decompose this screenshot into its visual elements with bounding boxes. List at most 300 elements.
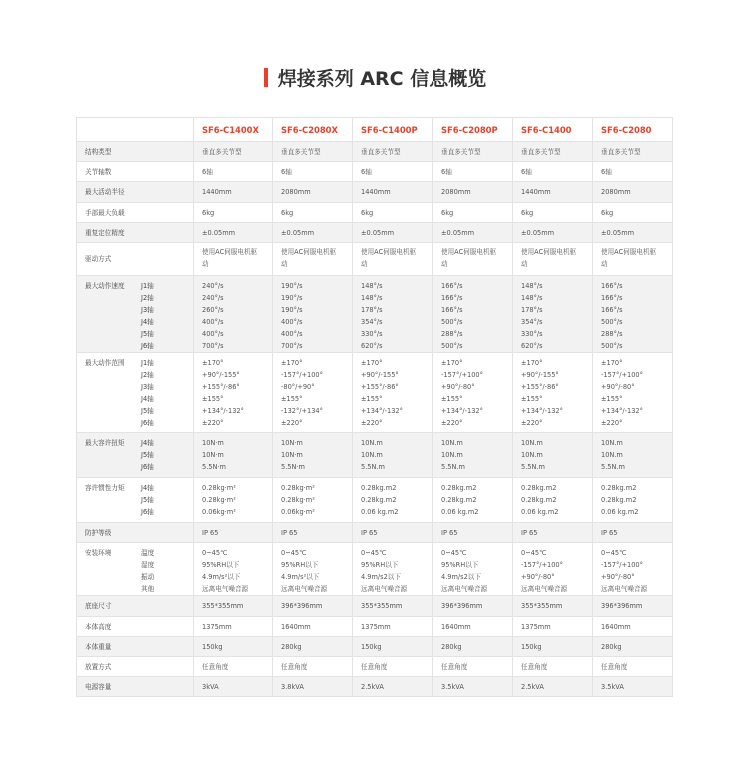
table-header-row — [77, 118, 673, 142]
value-lines — [601, 482, 672, 518]
value-lines — [441, 641, 512, 653]
value-line: 400°/s — [202, 330, 224, 338]
value-line: 166°/s — [601, 282, 623, 290]
value-line: 95%RH以下 — [202, 561, 240, 569]
value-line: ±0.05mm — [441, 228, 475, 237]
value-cell — [194, 182, 273, 203]
value-line: 500°/s — [601, 318, 623, 326]
value-line: 620°/s — [361, 342, 383, 350]
value-line: 远离电气噪音源 — [441, 585, 488, 593]
value-line: 240°/s — [202, 282, 224, 290]
value-line: 5.5N.m — [601, 463, 625, 471]
value-line: 5.5N·m — [281, 463, 305, 471]
value-lines — [281, 280, 352, 352]
value-cell — [593, 543, 673, 596]
value-line: +90°/-80° — [441, 383, 475, 391]
header-model: SF6-C1400 — [513, 118, 593, 142]
value-cell — [513, 182, 593, 203]
table-row — [77, 243, 673, 276]
value-line: ±155° — [202, 395, 224, 403]
row-sublabel: J6轴 — [141, 508, 154, 516]
value-lines — [361, 681, 432, 693]
value-cell — [353, 142, 433, 162]
value-cell — [593, 223, 673, 243]
value-line: 1375mm — [202, 622, 232, 631]
row-label: 本体高度 — [85, 622, 112, 631]
value-line: 1440mm — [202, 188, 232, 196]
value-lines — [281, 547, 352, 595]
value-lines — [521, 621, 592, 633]
value-line: 使用AC伺服电机驱 — [521, 248, 577, 256]
row-sublabels — [141, 547, 154, 595]
value-line: 任意角度 — [202, 662, 229, 671]
row-label: 手部最大负载 — [85, 208, 125, 217]
value-line: 10N·m — [281, 439, 303, 447]
value-lines — [361, 437, 432, 473]
value-line: 2080mm — [601, 188, 631, 196]
value-lines — [361, 547, 432, 595]
value-cell — [273, 596, 353, 617]
value-lines — [601, 437, 672, 473]
value-cell — [194, 617, 273, 637]
value-line: 10N.m — [521, 451, 543, 459]
spec-table — [76, 117, 673, 697]
value-line: 166°/s — [441, 306, 463, 314]
value-lines — [521, 661, 592, 673]
value-line: ±155° — [521, 395, 543, 403]
value-line: 355*355mm — [202, 602, 244, 610]
value-line: +134°/-132° — [441, 407, 483, 415]
value-line: 150kg — [202, 642, 223, 651]
value-lines — [281, 600, 352, 612]
row-label: 结构类型 — [85, 147, 112, 156]
value-cell — [194, 162, 273, 182]
value-line: 400°/s — [281, 318, 303, 326]
value-lines — [601, 621, 672, 633]
value-line: 垂直多关节型 — [601, 147, 641, 156]
value-line: 166°/s — [601, 306, 623, 314]
row-label: 驱动方式 — [85, 255, 112, 263]
value-cell — [273, 182, 353, 203]
value-line: +134°/-132° — [202, 407, 244, 415]
value-cell — [353, 276, 433, 353]
value-line: 148°/s — [521, 294, 543, 302]
value-cell — [593, 353, 673, 433]
value-cell — [353, 543, 433, 596]
value-cell — [273, 353, 353, 433]
table-row — [77, 433, 673, 478]
value-line: ±155° — [281, 395, 303, 403]
value-line: ±170° — [281, 359, 303, 367]
value-cell — [593, 677, 673, 697]
value-line: ±220° — [281, 419, 303, 427]
value-line: 1375mm — [521, 622, 551, 631]
value-line: 396*396mm — [441, 602, 483, 610]
value-line: 0~45℃ — [202, 549, 228, 557]
table-row — [77, 543, 673, 596]
value-line: 6轴 — [281, 167, 292, 176]
value-cell — [433, 677, 513, 697]
row-sublabel: J4轴 — [141, 395, 154, 403]
value-line: 10N·m — [202, 451, 224, 459]
row-label-cell — [77, 276, 194, 353]
value-line: 6轴 — [521, 167, 532, 176]
value-lines — [361, 146, 432, 158]
value-line: 2.5kVA — [521, 682, 544, 691]
value-cell — [194, 543, 273, 596]
value-lines — [202, 357, 272, 429]
table-row — [77, 353, 673, 433]
row-sublabel: J6轴 — [141, 419, 154, 427]
value-cell — [513, 657, 593, 677]
value-cell — [513, 543, 593, 596]
value-cell — [353, 203, 433, 223]
value-cell — [433, 243, 513, 276]
value-line: 2.5kVA — [361, 682, 384, 691]
value-lines — [361, 280, 432, 352]
header-model: SF6-C2080P — [433, 118, 513, 142]
value-line: 动 — [441, 260, 448, 268]
value-lines — [202, 186, 272, 198]
value-line: 148°/s — [521, 282, 543, 290]
value-cell — [433, 162, 513, 182]
value-lines — [601, 547, 672, 595]
value-line: 166°/s — [601, 294, 623, 302]
value-line: 500°/s — [441, 318, 463, 326]
value-lines — [441, 280, 512, 352]
row-sublabel: J3轴 — [141, 383, 154, 391]
value-line: 330°/s — [361, 330, 383, 338]
row-label-wrap — [85, 280, 193, 352]
value-line: 2080mm — [441, 188, 471, 196]
row-label-cell — [77, 353, 194, 433]
value-line: +134°/-132° — [521, 407, 563, 415]
value-cell — [593, 142, 673, 162]
row-sublabel: 湿度 — [141, 561, 155, 569]
row-sublabel: J6轴 — [141, 463, 154, 471]
value-line: 6kg — [202, 208, 215, 217]
value-lines — [521, 280, 592, 352]
value-line: 6kg — [601, 208, 614, 217]
value-line: 6kg — [521, 208, 534, 217]
value-line: 0.06 kg.m2 — [361, 508, 399, 516]
value-line: 0.06kg·m² — [281, 508, 315, 516]
value-line: 288°/s — [601, 330, 623, 338]
value-lines — [601, 146, 672, 158]
value-lines — [441, 437, 512, 473]
table-row — [77, 677, 673, 697]
value-line: ±0.05mm — [521, 228, 555, 237]
value-line: ±0.05mm — [601, 228, 635, 237]
value-line: 使用AC伺服电机驱 — [361, 248, 417, 256]
value-lines — [202, 246, 272, 270]
value-line: 动 — [202, 260, 209, 268]
value-line: +155°/-86° — [521, 383, 559, 391]
value-line: 垂直多关节型 — [521, 147, 561, 156]
row-sublabels — [141, 280, 154, 352]
value-line: 190°/s — [281, 282, 303, 290]
table-row — [77, 478, 673, 523]
value-cell — [513, 478, 593, 523]
value-lines — [361, 246, 432, 270]
value-cell — [593, 617, 673, 637]
value-lines — [521, 186, 592, 198]
value-line: 260°/s — [202, 306, 224, 314]
row-label: 最大容许扭矩 — [85, 439, 125, 447]
value-cell — [513, 223, 593, 243]
value-line: 400°/s — [202, 318, 224, 326]
table-row — [77, 162, 673, 182]
value-lines — [281, 437, 352, 473]
value-line: 0.28kg·m² — [202, 496, 236, 504]
value-line: 0.28kg.m2 — [441, 484, 477, 492]
value-cell — [194, 677, 273, 697]
value-cell — [353, 353, 433, 433]
value-line: +90°/-80° — [601, 383, 635, 391]
title-accent-bar — [264, 68, 268, 87]
value-line: IP 65 — [521, 528, 538, 537]
value-line: ±155° — [361, 395, 383, 403]
row-label: 重复定位精度 — [85, 228, 125, 237]
row-sublabel: J1轴 — [141, 282, 154, 290]
row-label: 关节轴数 — [85, 167, 112, 176]
value-cell — [273, 276, 353, 353]
value-line: 700°/s — [202, 342, 224, 350]
value-cell — [593, 243, 673, 276]
value-line: 6轴 — [441, 167, 452, 176]
value-cell — [513, 162, 593, 182]
value-lines — [202, 621, 272, 633]
row-sublabel: J4轴 — [141, 439, 154, 447]
value-lines — [361, 482, 432, 518]
row-sublabel: J1轴 — [141, 359, 154, 367]
value-lines — [441, 357, 512, 429]
value-line: IP 65 — [601, 528, 618, 537]
table-body — [77, 142, 673, 697]
value-line: -80°/+90° — [281, 383, 315, 391]
value-line: 1640mm — [281, 622, 311, 631]
value-cell — [194, 142, 273, 162]
value-line: +134°/-132° — [601, 407, 643, 415]
value-lines — [281, 166, 352, 178]
value-line: 4.9m/s2以下 — [361, 573, 401, 581]
table-row — [77, 203, 673, 223]
value-line: ±170° — [202, 359, 224, 367]
value-cell — [593, 276, 673, 353]
row-sublabel: J4轴 — [141, 318, 154, 326]
value-cell — [353, 243, 433, 276]
value-lines — [441, 681, 512, 693]
value-cell — [194, 637, 273, 657]
value-lines — [202, 482, 272, 518]
header-empty-cell — [77, 118, 194, 142]
value-lines — [521, 437, 592, 473]
value-lines — [521, 246, 592, 270]
value-line: 178°/s — [361, 306, 383, 314]
value-lines — [521, 166, 592, 178]
value-line: 远离电气噪音源 — [281, 585, 328, 593]
row-label-wrap — [85, 547, 193, 595]
value-line: 150kg — [521, 642, 542, 651]
value-line: -132°/+134° — [281, 407, 323, 415]
value-line: 6轴 — [601, 167, 612, 176]
value-lines — [601, 527, 672, 539]
value-line: 700°/s — [281, 342, 303, 350]
value-line: 95%RH以下 — [361, 561, 399, 569]
row-sublabel: 振动 — [141, 573, 155, 581]
value-line: IP 65 — [361, 528, 378, 537]
value-line: 6kg — [281, 208, 294, 217]
value-line: 0.28kg·m² — [281, 496, 315, 504]
value-cell — [353, 677, 433, 697]
value-line: -157°/+100° — [441, 371, 483, 379]
value-line: 500°/s — [441, 342, 463, 350]
value-line: 使用AC伺服电机驱 — [281, 248, 337, 256]
value-line: 280kg — [441, 642, 462, 651]
value-lines — [361, 621, 432, 633]
value-lines — [521, 641, 592, 653]
value-line: 3.5kVA — [441, 682, 464, 691]
value-line: IP 65 — [441, 528, 458, 537]
value-line: 166°/s — [441, 294, 463, 302]
value-line: 10N·m — [202, 439, 224, 447]
row-sublabel: J2轴 — [141, 371, 154, 379]
value-line: 150kg — [361, 642, 382, 651]
row-sublabel: J5轴 — [141, 407, 154, 415]
value-line: 148°/s — [361, 294, 383, 302]
value-line: ±155° — [601, 395, 623, 403]
value-line: ±170° — [441, 359, 463, 367]
value-lines — [361, 661, 432, 673]
value-line: +90°/-155° — [521, 371, 559, 379]
value-line: ±170° — [601, 359, 623, 367]
row-label-cell — [77, 677, 194, 697]
value-lines — [441, 246, 512, 270]
value-line: ±0.05mm — [361, 228, 395, 237]
row-label: 本体重量 — [85, 642, 112, 651]
row-sublabel: J2轴 — [141, 294, 154, 302]
value-lines — [202, 227, 272, 239]
row-label-wrap — [85, 357, 193, 429]
value-lines — [441, 186, 512, 198]
value-line: 1640mm — [601, 622, 631, 631]
value-lines — [601, 227, 672, 239]
value-cell — [593, 162, 673, 182]
value-line: 5.5N.m — [521, 463, 545, 471]
value-cell — [513, 243, 593, 276]
value-cell — [593, 203, 673, 223]
value-lines — [601, 246, 672, 270]
row-sublabels — [141, 437, 154, 473]
value-line: 5.5N·m — [202, 463, 226, 471]
value-line: 0~45℃ — [361, 549, 387, 557]
value-lines — [361, 207, 432, 219]
row-sublabel: J6轴 — [141, 342, 154, 350]
value-line: ±220° — [202, 419, 224, 427]
value-lines — [202, 641, 272, 653]
value-line: ±220° — [521, 419, 543, 427]
value-line: 355*355mm — [521, 602, 563, 610]
value-lines — [601, 661, 672, 673]
value-cell — [433, 433, 513, 478]
row-label: 最大活动半径 — [85, 188, 125, 196]
value-lines — [601, 280, 672, 352]
value-line: 1640mm — [441, 622, 471, 631]
row-label: 安装环境 — [85, 549, 112, 557]
row-label-cell — [77, 142, 194, 162]
value-line: 3kVA — [202, 682, 219, 691]
row-label: 电源容量 — [85, 682, 112, 691]
value-line: 0.06 kg.m2 — [441, 508, 479, 516]
value-cell — [194, 203, 273, 223]
value-cell — [593, 596, 673, 617]
value-line: 620°/s — [521, 342, 543, 350]
value-line: 4.9m/s²以下 — [281, 573, 320, 581]
value-lines — [521, 600, 592, 612]
value-cell — [513, 617, 593, 637]
value-lines — [361, 641, 432, 653]
value-cell — [194, 596, 273, 617]
value-line: 4.9m/s²以下 — [202, 573, 241, 581]
value-line: 0.06 kg.m2 — [521, 508, 559, 516]
value-lines — [202, 681, 272, 693]
row-label: 底座尺寸 — [85, 602, 112, 610]
value-lines — [281, 246, 352, 270]
row-sublabels — [141, 482, 154, 518]
value-line: 5.5N.m — [441, 463, 465, 471]
value-cell — [593, 637, 673, 657]
value-cell — [273, 677, 353, 697]
value-line: 190°/s — [281, 294, 303, 302]
value-lines — [281, 527, 352, 539]
value-line: ±170° — [361, 359, 383, 367]
value-lines — [521, 527, 592, 539]
row-label: 容许惯性力矩 — [85, 484, 125, 492]
value-line: 0.28kg.m2 — [361, 484, 397, 492]
value-cell — [353, 596, 433, 617]
row-sublabels — [141, 357, 154, 429]
value-cell — [194, 276, 273, 353]
table-row — [77, 657, 673, 677]
row-label: 防护等级 — [85, 528, 112, 537]
value-cell — [513, 523, 593, 543]
value-line: 0.28kg·m² — [202, 484, 236, 492]
value-cell — [353, 182, 433, 203]
value-line: 6轴 — [202, 167, 213, 176]
value-lines — [361, 186, 432, 198]
row-label-cell — [77, 543, 194, 596]
value-line: ±220° — [601, 419, 623, 427]
value-lines — [601, 207, 672, 219]
value-lines — [202, 600, 272, 612]
header-model: SF6-C1400P — [353, 118, 433, 142]
value-line: 使用AC伺服电机驱 — [202, 248, 258, 256]
value-cell — [593, 523, 673, 543]
value-cell — [433, 276, 513, 353]
value-cell — [273, 657, 353, 677]
value-line: 0.28kg.m2 — [521, 484, 557, 492]
row-label-cell — [77, 223, 194, 243]
value-lines — [202, 661, 272, 673]
value-line: +134°/-132° — [361, 407, 403, 415]
value-lines — [601, 681, 672, 693]
value-line: 1440mm — [521, 188, 551, 196]
value-cell — [433, 203, 513, 223]
value-line: 396*396mm — [281, 602, 323, 610]
value-lines — [601, 600, 672, 612]
value-line: 远离电气噪音源 — [521, 585, 568, 593]
value-cell — [513, 203, 593, 223]
